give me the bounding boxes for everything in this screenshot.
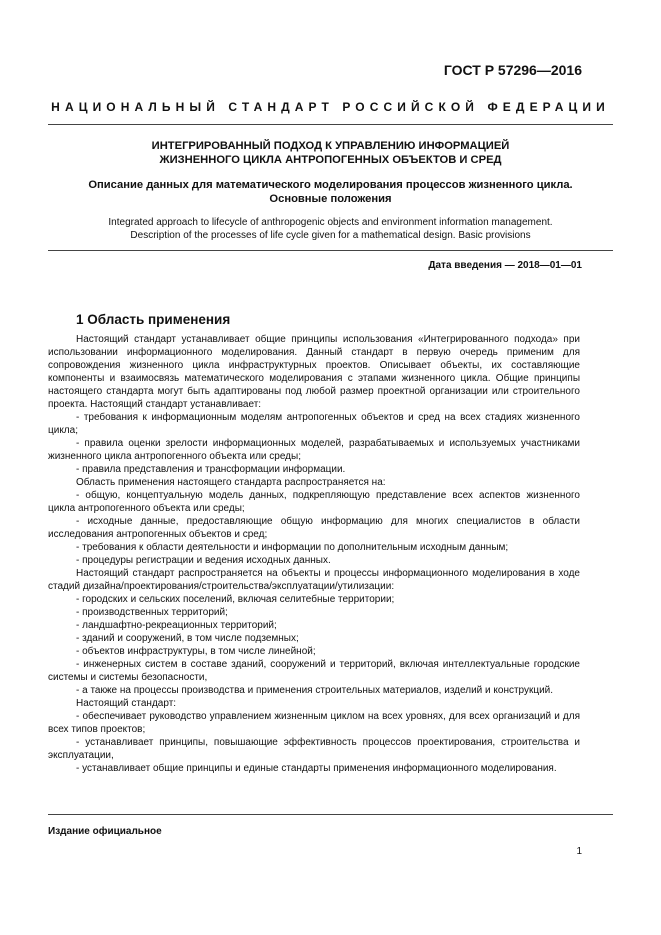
english-title-line-1: Integrated approach to lifecycle of anthropogenic objects and environment information management.: [108, 217, 553, 228]
paragraph: Настоящий стандарт:: [76, 698, 177, 709]
sub-title: [48, 178, 613, 206]
paragraph: Настоящий стандарт распространяется на объекты и процессы информационного моделирования в ходе стадий дизайна/проектирования/строительства/эксплуатации/утилизации:: [48, 568, 580, 592]
paragraph: - устанавливает принципы, повышающие эффективность процессов проектирования, строительства и эксплуатации,: [48, 737, 580, 761]
english-title-line-2: Description of the processes of life cycle given for a mathematical design. Basic provisions: [130, 230, 531, 241]
section-heading: 1 Область применения: [76, 312, 231, 327]
paragraph: Настоящий стандарт устанавливает общие принципы использования «Интегрированного подхода» при использовании информационного моделирования. Данный стандарт в первую очередь применим для сопровождения жизненного цикла инфраструктурных проектов. Описывает объекты, их составляющие компоненты и взаимосвязь математического моделирования с этапами жизненного цикла. Общие принципы настоящего стандарта могут быть адаптированы под любой размер проектной организации или строительного проекта. Настоящий стандарт устанавливает:: [48, 334, 580, 410]
paragraph: - устанавливает общие принципы и единые стандарты применения информационного моделирования.: [76, 763, 557, 774]
paragraph: - обеспечивает руководство управлением жизненным циклом на всех уровнях, для всех организаций и для всех типов проектов;: [48, 711, 580, 735]
paragraph: - инженерных систем в составе зданий, сооружений и территорий, включая интеллектуальные городские системы и системы безопасности,: [48, 659, 580, 683]
document-code: ГОСТ Р 57296—2016: [443, 62, 582, 78]
paragraph: - правила представления и трансформации информации.: [76, 464, 346, 475]
title-rule: [48, 250, 613, 251]
paragraph: - объектов инфраструктуры, в том числе линейной;: [76, 646, 316, 657]
english-title: [48, 216, 613, 242]
main-title: [48, 139, 613, 167]
sub-title-line-2: Основные положения: [269, 193, 392, 205]
paragraph: - исходные данные, предоставляющие общую информацию для многих специалистов в области исследования антропогенных объектов и сред;: [48, 516, 580, 540]
paragraph: - производственных территорий;: [76, 607, 228, 618]
paragraph: - а также на процессы производства и применения строительных материалов, изделий и конструкций.: [76, 685, 554, 696]
page-number: 1: [576, 846, 582, 857]
paragraph: - общую, концептуальную модель данных, подкрепляющую представление всех аспектов жизненного цикла антропогенного объекта или среды;: [48, 490, 580, 514]
paragraph: - требования к области деятельности и информации по дополнительным исходным данным;: [76, 542, 509, 553]
paragraph: - зданий и сооружений, в том числе подземных;: [76, 633, 299, 644]
paragraph: - ландшафтно-рекреационных территорий;: [76, 620, 277, 631]
main-title-line-2: ЖИЗНЕННОГО ЦИКЛА АНТРОПОГЕННЫХ ОБЪЕКТОВ И СРЕД: [159, 154, 502, 166]
section-body: [48, 333, 580, 775]
sub-title-line-1: Описание данных для математического моделирования процессов жизненного цикла.: [88, 179, 573, 191]
footer-rule: [48, 814, 613, 815]
paragraph: - городских и сельских поселений, включая селитебные территории;: [76, 594, 395, 605]
paragraph: - процедуры регистрации и ведения исходных данных.: [76, 555, 331, 566]
paragraph: - требования к информационным моделям антропогенных объектов и сред на всех стадиях жизненного цикла;: [48, 412, 580, 436]
official-edition-label: Издание официальное: [48, 826, 162, 837]
standard-title: НАЦИОНАЛЬНЫЙ СТАНДАРТ РОССИЙСКОЙ ФЕДЕРАЦИИ: [51, 100, 610, 114]
intro-date: Дата введения — 2018—01—01: [428, 260, 582, 271]
header-rule: [48, 124, 613, 125]
paragraph: Область применения настоящего стандарта распространяется на:: [76, 477, 386, 488]
paragraph: - правила оценки зрелости информационных моделей, разрабатываемых и используемых участниками жизненного цикла антропогенного объекта или среды;: [48, 438, 580, 462]
main-title-line-1: ИНТЕГРИРОВАННЫЙ ПОДХОД К УПРАВЛЕНИЮ ИНФОРМАЦИЕЙ: [151, 140, 510, 152]
